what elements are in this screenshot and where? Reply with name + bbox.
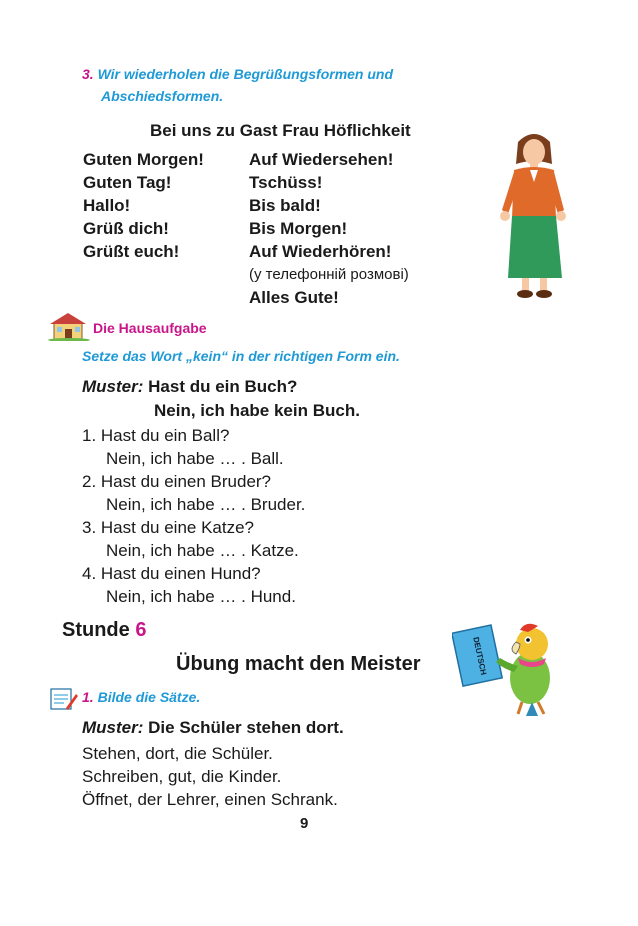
house-icon (48, 311, 90, 341)
task1-lines (82, 742, 338, 811)
task1-instruction (82, 689, 200, 705)
exercise-answer: Nein, ich habe … . Bruder. (106, 495, 306, 514)
sentence-line: Stehen, dort, die Schüler. (82, 744, 273, 763)
sentence-line: Schreiben, gut, die Kinder. (82, 767, 282, 786)
book-title: DEUTSCH (471, 636, 489, 676)
farewell-item: Auf Wiedersehen! (249, 150, 394, 169)
hausaufgabe-title: Die Hausaufgabe (93, 320, 207, 336)
muster-label: Muster: (82, 718, 144, 737)
task1-number: 1. (82, 689, 94, 705)
task3-line1: Wir wiederholen die Begrüßungsformen und (97, 66, 394, 82)
farewell-item: Bis Morgen! (249, 219, 348, 238)
stunde-heading (62, 619, 146, 642)
stunde-label: Stunde (62, 619, 130, 641)
task1-muster (82, 718, 344, 738)
muster-label: Muster: (82, 377, 144, 396)
greeting-item: Hallo! (83, 196, 131, 215)
greeting-item: Grüß dich! (83, 219, 169, 238)
greeting-item: Guten Tag! (83, 173, 172, 192)
sentence-line: Öffnet, der Lehrer, einen Schrank. (82, 790, 338, 809)
farewell-item: Tschüss! (249, 173, 323, 192)
hausaufgabe-instruction: Setze das Wort „kein“ in der richtigen Form ein. (82, 348, 400, 364)
exercise-question: 4. Hast du einen Hund? (82, 564, 261, 583)
muster-question: Hast du ein Buch? (148, 377, 298, 396)
alles-gute: Alles Gute! (249, 288, 339, 307)
exercise-question: 1. Hast du ein Ball? (82, 426, 230, 445)
task3-instruction (82, 66, 393, 82)
greeting-heading: Bei uns zu Gast Frau Höflichkeit (150, 121, 411, 140)
farewell-item: Bis bald! (249, 196, 321, 215)
muster-sentence: Die Schüler stehen dort. (148, 718, 344, 737)
muster-answer: Nein, ich habe kein Buch. (154, 401, 360, 420)
greetings-right-column (249, 148, 409, 309)
greeting-item: Guten Morgen! (83, 150, 204, 169)
stunde-title: Übung macht den Meister (176, 653, 421, 675)
exercise-answer: Nein, ich habe … . Katze. (106, 541, 299, 560)
notebook-icon (48, 686, 78, 712)
frau-hoeflichkeit-illustration (496, 128, 572, 300)
muster-example (82, 377, 297, 397)
exercise-answer: Nein, ich habe … . Ball. (106, 449, 284, 468)
exercise-list (82, 424, 305, 608)
parrot-with-book-illustration (452, 620, 572, 718)
task3-line2: Abschiedsformen. (101, 88, 224, 104)
greetings-left-column (83, 148, 204, 263)
page-number: 9 (300, 815, 309, 832)
exercise-question: 3. Hast du eine Katze? (82, 518, 255, 537)
exercise-answer: Nein, ich habe … . Hund. (106, 587, 296, 606)
farewell-item: Auf Wiederhören! (249, 242, 392, 261)
exercise-question: 2. Hast du einen Bruder? (82, 472, 272, 491)
task3-number: 3. (82, 66, 94, 82)
greeting-item: Grüßt euch! (83, 242, 180, 261)
task1-text: Bilde die Sätze. (97, 689, 201, 705)
stunde-number: 6 (135, 619, 147, 641)
phone-note: (у телефонній розмові) (249, 266, 409, 283)
